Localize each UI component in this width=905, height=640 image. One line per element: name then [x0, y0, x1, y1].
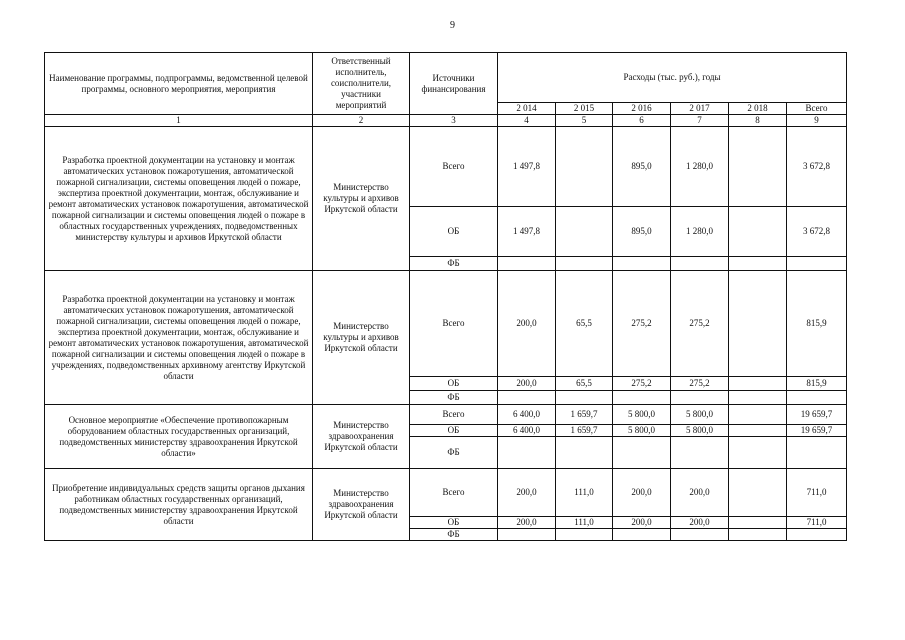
value-cell: 711,0 [787, 517, 847, 529]
col-number: 3 [410, 115, 498, 127]
source-cell: ОБ [410, 425, 498, 437]
value-cell [613, 529, 671, 541]
value-cell [613, 437, 671, 469]
page-number: 9 [450, 20, 455, 31]
value-cell: 275,2 [613, 377, 671, 391]
value-cell: 711,0 [787, 469, 847, 517]
value-cell [556, 207, 613, 257]
header-source: Источники финансирования [410, 53, 498, 115]
source-cell: ОБ [410, 377, 498, 391]
value-cell: 6 400,0 [498, 425, 556, 437]
value-cell: 895,0 [613, 207, 671, 257]
header-year: 2 017 [671, 103, 729, 115]
value-cell [671, 529, 729, 541]
value-cell: 200,0 [671, 517, 729, 529]
value-cell [729, 257, 787, 271]
header-name: Наименование программы, подпрограммы, ведомственной целевой программы, основного мероприятия, мероприятия [45, 53, 313, 115]
value-cell [613, 391, 671, 405]
header-year: 2 015 [556, 103, 613, 115]
value-cell: 111,0 [556, 469, 613, 517]
value-cell: 200,0 [498, 377, 556, 391]
value-cell: 1 497,8 [498, 127, 556, 207]
value-cell [729, 127, 787, 207]
value-cell [613, 257, 671, 271]
value-cell [787, 437, 847, 469]
header-year: 2 018 [729, 103, 787, 115]
value-cell [729, 207, 787, 257]
source-cell: ФБ [410, 437, 498, 469]
value-cell: 200,0 [613, 469, 671, 517]
value-cell [498, 437, 556, 469]
value-cell: 200,0 [498, 271, 556, 377]
value-cell [729, 529, 787, 541]
measure-name: Разработка проектной документации на установку и монтаж автоматических установок пожаротушения, автоматической пожарной сигнализации, системы оповещения людей о пожаре, экспертиза проектной документации, монтаж, обслуживание и ремонт автоматических установок пожаротушения, автоматической пожарной сигнализации и системы оповещения людей о пожаре в областных государственных учреждениях, подведомственных министерству культуры и архивов Иркутской области [45, 127, 313, 271]
value-cell [729, 437, 787, 469]
value-cell [729, 517, 787, 529]
value-cell: 3 672,8 [787, 207, 847, 257]
value-cell: 111,0 [556, 517, 613, 529]
value-cell: 200,0 [613, 517, 671, 529]
measure-executor: Министерство здравоохранения Иркутской области [313, 405, 410, 469]
source-cell: Всего [410, 405, 498, 425]
value-cell: 65,5 [556, 271, 613, 377]
value-cell [787, 529, 847, 541]
value-cell [498, 257, 556, 271]
value-cell [671, 391, 729, 405]
value-cell [556, 391, 613, 405]
value-cell [729, 377, 787, 391]
measure-executor: Министерство культуры и архивов Иркутской области [313, 127, 410, 271]
value-cell: 6 400,0 [498, 405, 556, 425]
col-number: 9 [787, 115, 847, 127]
value-cell: 1 280,0 [671, 207, 729, 257]
value-cell: 1 280,0 [671, 127, 729, 207]
value-cell: 895,0 [613, 127, 671, 207]
expenses-table [44, 52, 847, 541]
value-cell: 19 659,7 [787, 425, 847, 437]
col-number: 2 [313, 115, 410, 127]
value-cell [787, 257, 847, 271]
col-number: 5 [556, 115, 613, 127]
measure-name: Основное мероприятие «Обеспечение противопожарным оборудованием областных государственных организаций, подведомственных министерству здравоохранения Иркутской области» [45, 405, 313, 469]
col-number: 8 [729, 115, 787, 127]
col-number: 4 [498, 115, 556, 127]
value-cell: 5 800,0 [671, 405, 729, 425]
header-expenses: Расходы (тыс. руб.), годы [498, 53, 847, 103]
value-cell: 5 800,0 [613, 425, 671, 437]
value-cell [498, 529, 556, 541]
value-cell [498, 391, 556, 405]
value-cell: 275,2 [671, 271, 729, 377]
value-cell [671, 437, 729, 469]
source-cell: Всего [410, 271, 498, 377]
measure-name: Приобретение индивидуальных средств защиты органов дыхания работникам областных государственных организаций, подведомственных министерству здравоохранения Иркутской области [45, 469, 313, 541]
value-cell [556, 257, 613, 271]
value-cell [556, 529, 613, 541]
value-cell [729, 405, 787, 425]
value-cell: 200,0 [498, 517, 556, 529]
source-cell: Всего [410, 127, 498, 207]
col-number: 7 [671, 115, 729, 127]
value-cell [787, 391, 847, 405]
value-cell: 275,2 [613, 271, 671, 377]
value-cell: 3 672,8 [787, 127, 847, 207]
col-number: 6 [613, 115, 671, 127]
source-cell: ОБ [410, 517, 498, 529]
measure-executor: Министерство культуры и архивов Иркутской области [313, 271, 410, 405]
source-cell: ОБ [410, 207, 498, 257]
value-cell: 200,0 [498, 469, 556, 517]
value-cell [729, 271, 787, 377]
value-cell: 5 800,0 [613, 405, 671, 425]
value-cell [556, 437, 613, 469]
source-cell: ФБ [410, 257, 498, 271]
value-cell [729, 425, 787, 437]
value-cell: 200,0 [671, 469, 729, 517]
value-cell [671, 257, 729, 271]
header-executor: Ответственный исполнитель, соисполнители, участники мероприятий [313, 53, 410, 115]
source-cell: ФБ [410, 391, 498, 405]
value-cell: 1 659,7 [556, 405, 613, 425]
measure-executor: Министерство здравоохранения Иркутской области [313, 469, 410, 541]
value-cell: 815,9 [787, 271, 847, 377]
col-number: 1 [45, 115, 313, 127]
value-cell: 19 659,7 [787, 405, 847, 425]
value-cell [729, 391, 787, 405]
value-cell [729, 469, 787, 517]
value-cell: 1 497,8 [498, 207, 556, 257]
value-cell [556, 127, 613, 207]
value-cell: 5 800,0 [671, 425, 729, 437]
header-year: 2 014 [498, 103, 556, 115]
header-year-total: Всего [787, 103, 847, 115]
value-cell: 65,5 [556, 377, 613, 391]
measure-name: Разработка проектной документации на установку и монтаж автоматических установок пожаротушения, автоматической пожарной сигнализации, системы оповещения людей о пожаре, экспертиза проектной документации, монтаж, обслуживание и ремонт автоматических установок пожаротушения, автоматической пожарной сигнализации и системы оповещения людей о пожаре в учреждениях, подведомственных архивному агентству Иркутской области [45, 271, 313, 405]
value-cell: 275,2 [671, 377, 729, 391]
header-year: 2 016 [613, 103, 671, 115]
source-cell: Всего [410, 469, 498, 517]
value-cell: 815,9 [787, 377, 847, 391]
value-cell: 1 659,7 [556, 425, 613, 437]
source-cell: ФБ [410, 529, 498, 541]
